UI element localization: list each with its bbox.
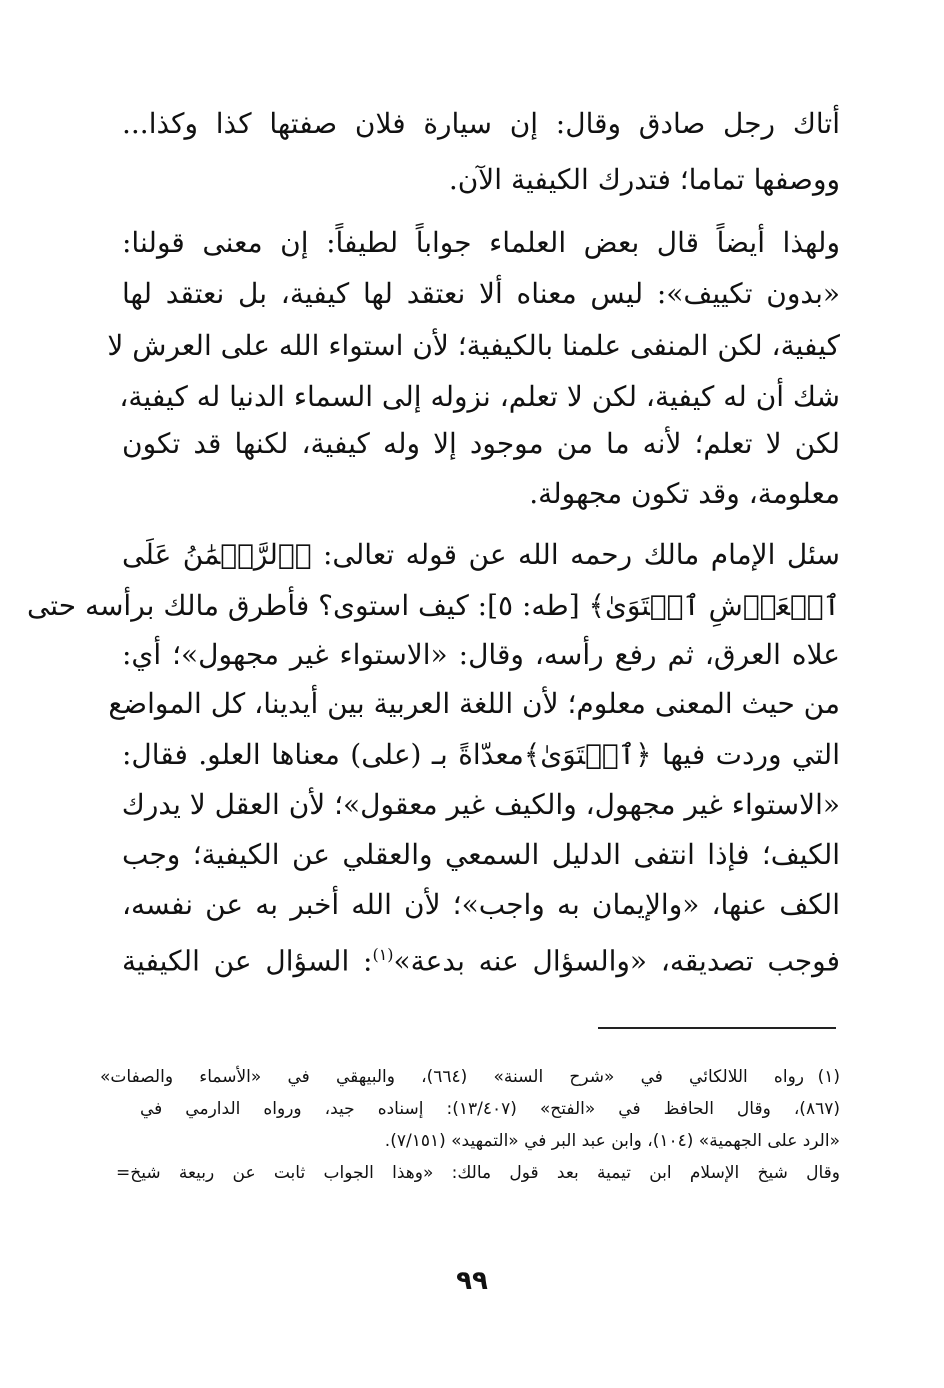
footnote-line [100,1062,840,1092]
footnote-line: وقال شيخ الإسلام ابن تيمية بعد قول مالك: «وهذا الجواب ثابت عن ربيعة شيخ= [116,1163,840,1183]
footnote-line: «الرد على الجهمية» (١٠٤)، وابن عبد البر في «التمهيد» (٧/١٥١). [384,1131,840,1151]
main-text [26,0,841,1000]
text-line: علاه العرق، ثم رفع رأسه، وقال: «الاستواء غير مجهول»؛ أي: [122,638,840,671]
text-line: ولهذا أيضاً قال بعض العلماء جواباً لطيفاً: إن معنى قولنا: [122,226,840,259]
page-number: ٩٩ [456,1266,488,1296]
text-line: شك أن له كيفية، لكن لا تعلم، نزوله إلى السماء الدنيا له كيفية، [119,380,840,413]
footnote-separator [598,1027,836,1029]
text-line: أتاك رجل صادق وقال: إن سيارة فلان صفتها كذا وكذا... [122,107,840,140]
text-line: ووصفها تماما؛ فتدرك الكيفية الآن. [448,163,840,196]
text-line: الكف عنها، «والإيمان به واجب»؛ لأن الله أخبر به عن نفسه، [122,888,840,921]
text-line: معلومة، وقد تكون مجهولة. [529,477,840,510]
text-line: من حيث المعنى معلوم؛ لأن اللغة العربية بين أيدينا، كل المواضع [108,687,840,720]
text-line: «بدون تكييف»: ليس معناه ألا نعتقد لها كيفية، بل نعتقد لها [122,277,841,310]
footnote-text: رواه اللالكائي في «شرح السنة» (٦٦٤)، والبيهقي في «الأسماء والصفات» [100,1067,804,1087]
footnote-line: (٨٦٧)، وقال الحافظ في «الفتح» (١٣/٤٠٧): إسناده جيد، ورواه الدارمي في [140,1099,840,1119]
text-line: لكن لا تعلم؛ لأنه ما من موجود إلا وله كيفية، لكنها قد تكون [122,427,840,460]
footnote-number: (١) [817,1067,840,1087]
text-line: الكيف؛ فإذا انتفى الدليل السمعي والعقلي عن الكيفية؛ وجب [122,838,840,871]
text-line: سئل الإمام مالك رحمه الله عن قوله تعالى: ﴿ٱلرَّحۡمَٰنُ عَلَى [122,538,840,571]
text-line: ٱلۡعَرۡشِ ٱسۡتَوَىٰ﴾ [طه: ٥]: كيف استوى؟ فأطرق مالك برأسه حتى [26,589,840,622]
text-line: «الاستواء غير مجهول، والكيف غير معقول»؛ لأن العقل لا يدرك [121,788,840,821]
text-line: التي وردت فيها ﴿ٱسۡتَوَىٰ﴾معدّاةً بـ (على) معناها العلو. فقال: [122,738,840,771]
text-line: فوجب تصديقه، «والسؤال عنه بدعة»$^{(١)}$: السؤال عن الكيفية [122,944,840,978]
text-line: كيفية، لكن المنفى علمنا بالكيفية؛ لأن استواء الله على العرش لا [107,329,840,362]
